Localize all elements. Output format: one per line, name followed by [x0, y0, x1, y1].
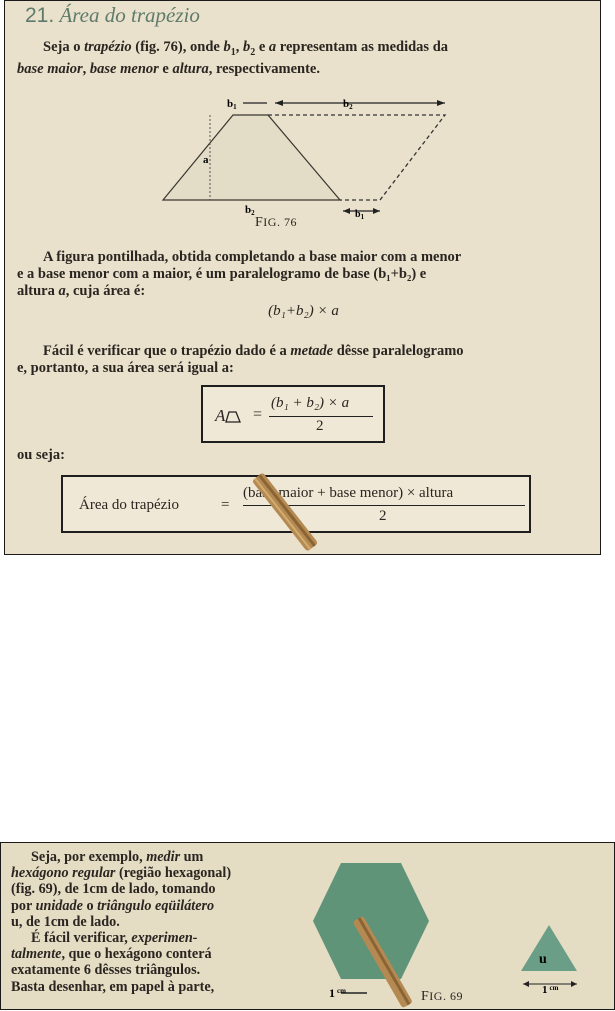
figure-69-hexagon [301, 843, 615, 1010]
figure-76-caption: FIG. 76 [255, 215, 297, 230]
ou-seja-label: ou seja: [17, 447, 65, 463]
b2-top-arrow-right-head [437, 100, 445, 106]
triangle-side-label: 1 $^{cm}$ [542, 984, 559, 996]
hexagon-paragraph: Seja, por exemplo, medir um hexágono regular (região hexagonal) (fig. 69), de 1cm de lado, tomando por unidade o triângulo eqüilátero u, de 1cm de lado. É fácil verificar, experimen- talmente, que o hexágono conterá exatamente 6 dêsses triângulos. Basta desenhar, em papel à parte, [11, 849, 232, 995]
formula-numerator: (b₁ + b₂) × a [271, 395, 350, 411]
intro-paragraph: Seja o trapézio (fig. 76), onde $b_1$, $b_2$ e a representam as medidas da base maior, base menor e altura, respectivamente. [17, 39, 449, 77]
section-title: Área do trapézio [59, 3, 200, 27]
paragraph-parallelogram: A figura pontilhada, obtida completando a base maior com a menor e a base menor com a maior, é um paralelogramo de base (b₁+b₂) e altura a, cuja área é: [17, 249, 462, 299]
label-a: a [203, 154, 209, 166]
label-b1-bottom: $b_1$ [355, 209, 365, 221]
final-equals: = [221, 497, 230, 513]
formula-denominator: 2 [316, 418, 324, 434]
final-numerator: (base maior + base menor) × altura [243, 485, 454, 501]
label-b2-top: b2 [343, 98, 353, 111]
hexagon-shape [313, 863, 429, 979]
scan-page-bottom [0, 842, 615, 1010]
section-heading [25, 3, 200, 28]
formula-box-trapezoid [201, 385, 385, 443]
triangle-arrow-left-head [523, 981, 529, 987]
final-denominator: 2 [379, 508, 387, 524]
final-lhs: Área do trapézio [79, 497, 179, 513]
trapezoid-shape [163, 115, 340, 200]
formula-equals: = [253, 406, 263, 423]
label-b1-top: b1 [227, 98, 237, 111]
scan-page-top [4, 0, 601, 555]
section-number: 21. [25, 4, 55, 27]
figure-69-caption: FIG. 69 [421, 989, 463, 1004]
trapezoid-symbol-icon [225, 411, 241, 423]
hexagon-side-label: 1 $^{cm}$ [329, 986, 346, 1000]
b2-top-arrow-left-head [275, 100, 283, 106]
triangle-arrow-right-head [571, 981, 577, 987]
b1-bottom-arrow-right-head [373, 208, 380, 214]
paragraph-half: Fácil é verificar que o trapézio dado é a metade dêsse paralelogramo e, portanto, a sua área será igual a: [17, 343, 464, 376]
b1-bottom-arrow-left-head [343, 208, 350, 214]
formula-lhs: A [215, 406, 241, 426]
formula-parallelogram-area: (b₁+b₂) × a [268, 303, 339, 319]
figure-76-trapezoid [5, 93, 601, 233]
wooden-clip-photo [245, 467, 325, 555]
label-b2-bottom: b2 [245, 204, 255, 217]
triangle-u-label: u [539, 952, 547, 967]
formula-fraction-bar [269, 416, 373, 417]
unit-triangle-shape [521, 925, 577, 971]
